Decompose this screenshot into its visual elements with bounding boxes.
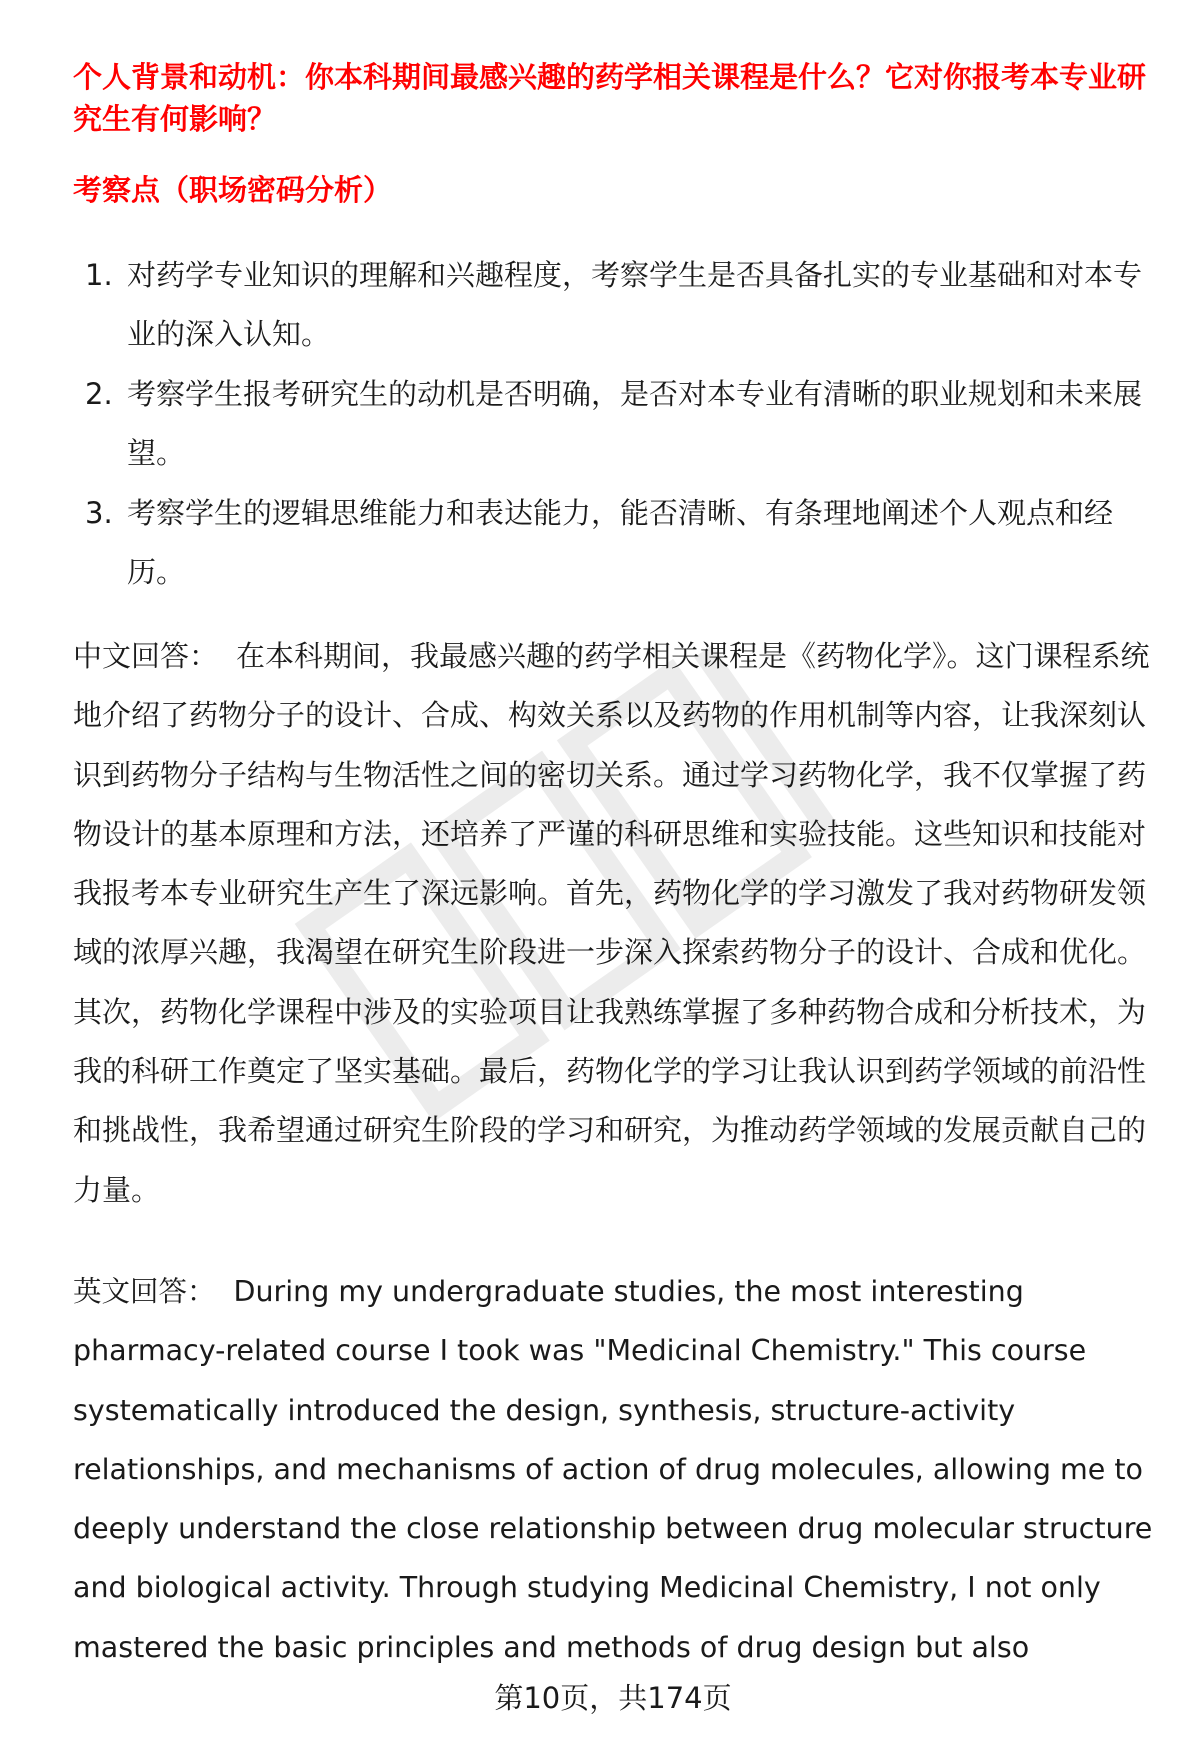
focus-points-list bbox=[73, 246, 1153, 603]
chinese-answer bbox=[73, 627, 1153, 1220]
list-item-number: 3. bbox=[85, 496, 113, 530]
english-answer bbox=[73, 1262, 1153, 1677]
question-heading: 个人背景和动机：你本科期间最感兴趣的药学相关课程是什么？它对你报考本专业研究生有何影响？ bbox=[73, 60, 1147, 136]
list-item-number: 2. bbox=[85, 377, 113, 411]
document-page bbox=[73, 0, 1153, 1755]
focus-heading: 考察点（职场密码分析） bbox=[73, 173, 393, 207]
list-item bbox=[73, 365, 1153, 483]
chinese-answer-text: 在本科期间，我最感兴趣的药学相关课程是《药物化学》。这门课程系统地介绍了药物分子的设计、合成、构效关系以及药物的作用机制等内容，让我深刻认识到药物分子结构与生物活性之间的密切关系。通过学习药物化学，我不仅掌握了药物设计的基本原理和方法，还培养了严谨的科研思维和实验技能。这些知识和技能对我报考本专业研究生产生了深远影响。首先，药物化学的学习激发了我对药物研发领域的浓厚兴趣，我渴望在研究生阶段进一步深入探索药物分子的设计、合成和优化。其次，药物化学课程中涉及的实验项目让我熟练掌握了多种药物合成和分析技术，为我的科研工作奠定了坚实基础。最后，药物化学的学习让我认识到药学领域的前沿性和挑战性，我希望通过研究生阶段的学习和研究，为推动药学领域的发展贡献自己的力量。 bbox=[73, 639, 1150, 1207]
list-item-text: 考察学生的逻辑思维能力和表达能力，能否清晰、有条理地阐述个人观点和经历。 bbox=[127, 496, 1114, 589]
list-item-text: 考察学生报考研究生的动机是否明确，是否对本专业有清晰的职业规划和未来展望。 bbox=[127, 377, 1143, 470]
page-number-footer: 第10页，共174页 bbox=[494, 1681, 732, 1715]
list-item-number: 1. bbox=[85, 258, 113, 292]
english-answer-label: 英文回答： bbox=[73, 1275, 216, 1308]
list-item bbox=[73, 246, 1153, 364]
chinese-answer-label: 中文回答： bbox=[73, 639, 219, 673]
list-item bbox=[73, 484, 1153, 602]
english-answer-text: During my undergraduate studies, the most interesting pharmacy-related course I took was "Medicinal Chemistry." This course systematically introduced the design, synthesis, structure-activity relationships, and mechanisms of action of drug molecules, allowing me to deeply understand the close relationship between drug molecular structure and biological activity. Through studying Medicinal Chemistry, I not only mastered the basic principles and methods of drug design but also bbox=[73, 1275, 1153, 1664]
list-item-text: 对药学专业知识的理解和兴趣程度，考察学生是否具备扎实的专业基础和对本专业的深入认知。 bbox=[127, 258, 1143, 351]
